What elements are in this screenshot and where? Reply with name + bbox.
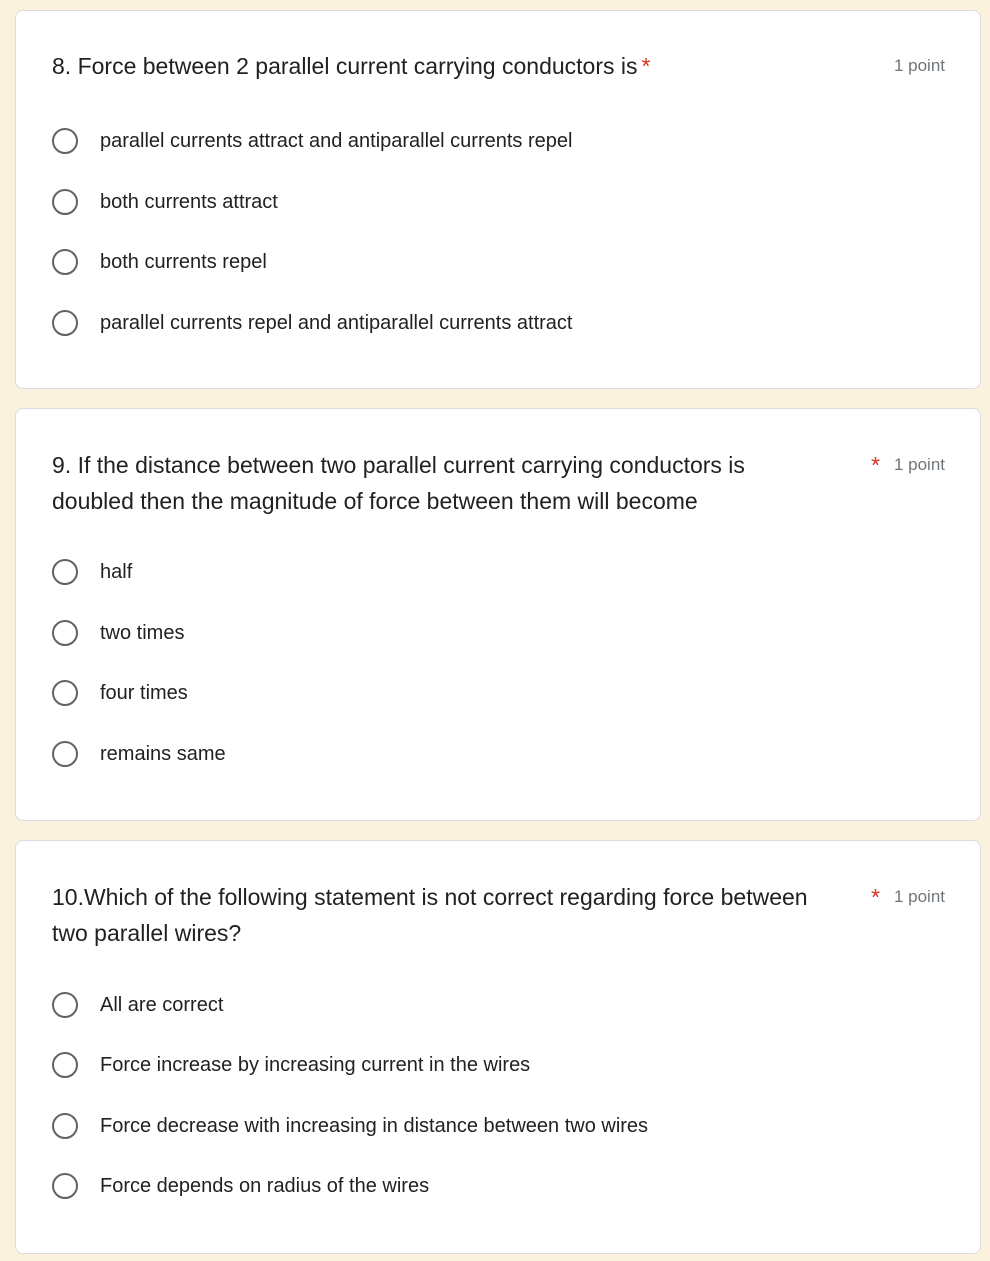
option-label: four times — [100, 681, 188, 704]
option-radio[interactable] — [52, 989, 223, 1021]
radio-button-unchecked-icon[interactable] — [52, 741, 78, 767]
question-title — [52, 48, 650, 84]
option-radio[interactable] — [52, 246, 267, 278]
option-label: two times — [100, 621, 185, 644]
radio-button-unchecked-icon[interactable] — [52, 620, 78, 646]
option-label: All are correct — [100, 993, 224, 1016]
option-radio[interactable] — [52, 1170, 429, 1202]
required-asterisk: * — [871, 452, 880, 478]
option-radio[interactable] — [52, 1049, 530, 1081]
question-card-8 — [15, 10, 981, 389]
radio-button-unchecked-icon[interactable] — [52, 249, 78, 275]
question-title-line: 10.Which of the following statement is not correct regarding force between — [52, 884, 808, 910]
option-radio[interactable] — [52, 307, 572, 339]
option-label: parallel currents repel and antiparallel currents attract — [100, 311, 573, 334]
question-title-text: 8. Force between 2 parallel current carrying conductors is — [52, 53, 638, 79]
radio-button-unchecked-icon[interactable] — [52, 1173, 78, 1199]
option-radio[interactable] — [52, 1110, 648, 1142]
points-label: 1 point — [893, 887, 945, 906]
option-label: Force decrease with increasing in distance between two wires — [100, 1114, 649, 1137]
radio-button-unchecked-icon[interactable] — [52, 128, 78, 154]
question-title — [52, 879, 852, 951]
radio-button-unchecked-icon[interactable] — [52, 189, 78, 215]
question-card-9 — [15, 408, 981, 821]
question-title-line: two parallel wires? — [52, 920, 242, 946]
radio-button-unchecked-icon[interactable] — [52, 559, 78, 585]
option-label: half — [100, 560, 133, 583]
option-radio[interactable] — [52, 186, 278, 218]
radio-button-unchecked-icon[interactable] — [52, 310, 78, 336]
question-title-line: doubled then the magnitude of force between them will become — [52, 488, 698, 514]
radio-button-unchecked-icon[interactable] — [52, 1052, 78, 1078]
question-title-line: 9. If the distance between two parallel current carrying conductors is — [52, 452, 745, 478]
radio-button-unchecked-icon[interactable] — [52, 992, 78, 1018]
option-label: remains same — [100, 742, 226, 765]
option-radio[interactable] — [52, 738, 226, 770]
option-radio[interactable] — [52, 677, 188, 709]
required-asterisk: * — [871, 884, 880, 910]
option-radio[interactable] — [52, 617, 184, 649]
option-label: Force increase by increasing current in the wires — [100, 1053, 531, 1076]
radio-button-unchecked-icon[interactable] — [52, 680, 78, 706]
required-asterisk: * — [641, 53, 651, 79]
option-radio[interactable] — [52, 556, 132, 588]
question-title — [52, 447, 852, 519]
radio-button-unchecked-icon[interactable] — [52, 1113, 78, 1139]
points-label: 1 point — [893, 56, 945, 75]
option-label: both currents repel — [100, 250, 267, 273]
option-label: Force depends on radius of the wires — [100, 1174, 430, 1197]
option-radio[interactable] — [52, 125, 572, 157]
option-label: parallel currents attract and antiparallel currents repel — [100, 129, 573, 152]
points-label: 1 point — [893, 455, 945, 474]
option-label: both currents attract — [100, 190, 278, 213]
question-card-10 — [15, 840, 981, 1254]
